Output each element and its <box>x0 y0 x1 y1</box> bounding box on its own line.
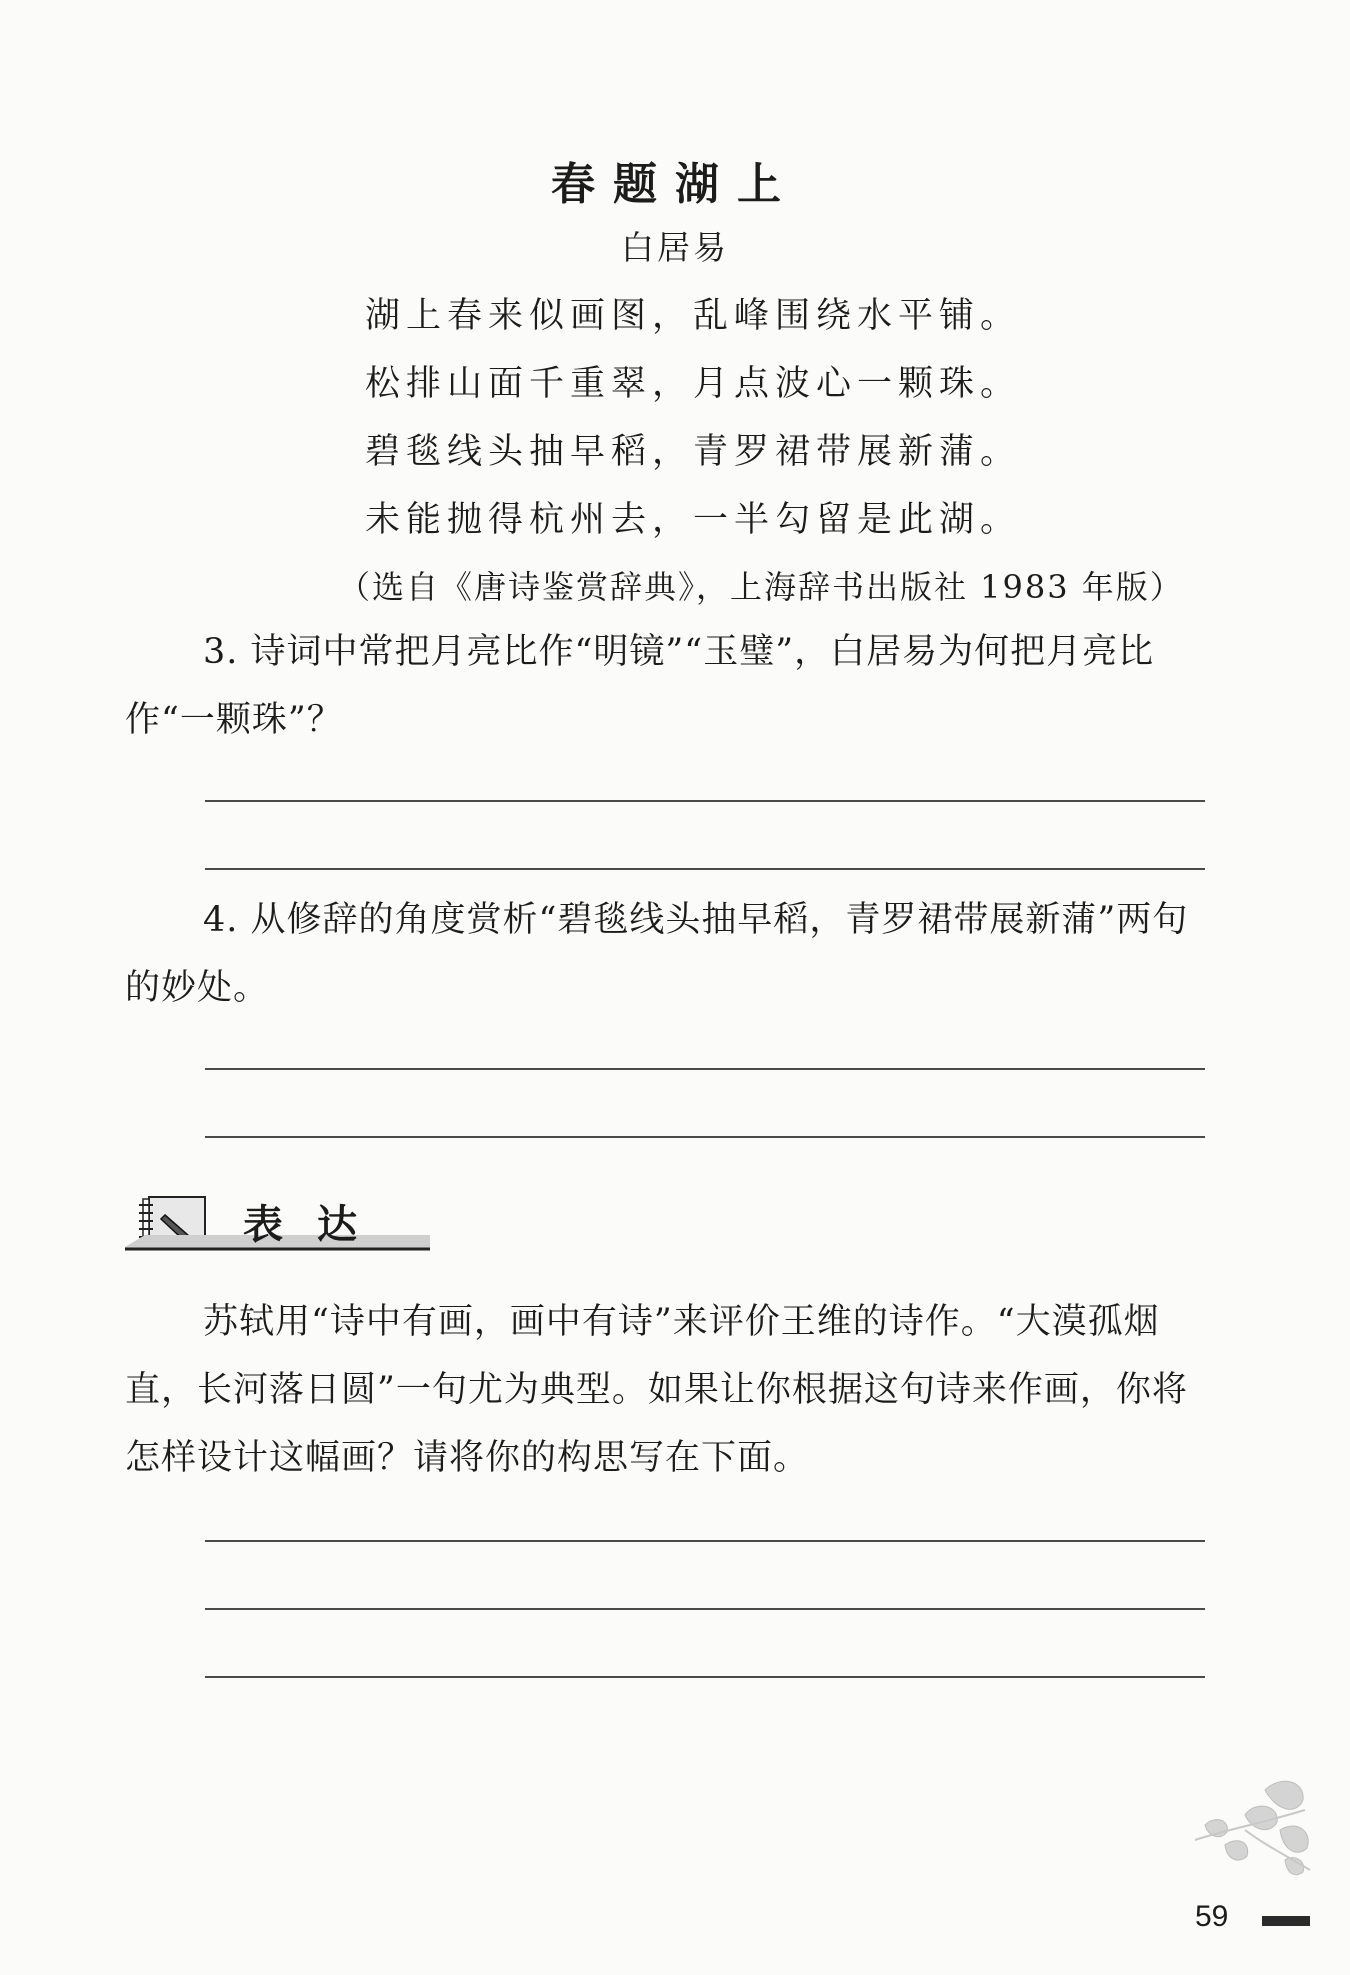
question-4: 4. 从修辞的角度赏析“碧毯线头抽早稻，青罗裙带展新蒲”两句的妙处。 <box>125 900 1189 1008</box>
answer-line-q4-2[interactable] <box>205 1136 1205 1138</box>
page-number: 59 <box>1195 1900 1229 1933</box>
section-title: 表达 <box>243 1201 391 1248</box>
answer-line-q3-2[interactable] <box>205 868 1205 870</box>
leaf-decoration-icon <box>1185 1770 1315 1890</box>
answer-line-expr-2[interactable] <box>205 1608 1205 1610</box>
poem-line-1: 湖上春来似画图，乱峰围绕水平铺。 <box>365 296 1022 336</box>
poem-author: 白居易 <box>621 228 729 267</box>
poem-source: （选自《唐诗鉴赏辞典》，上海辞书出版社 1983 年版） <box>338 568 1184 606</box>
section-header <box>125 1185 430 1255</box>
answer-line-q4-1[interactable] <box>205 1068 1205 1070</box>
poem-line-3: 碧毯线头抽早稻，青罗裙带展新蒲。 <box>365 432 1022 472</box>
poem-line-2: 松排山面千重翠，月点波心一颗珠。 <box>365 364 1022 404</box>
question-3: 3. 诗词中常把月亮比作“明镜”“玉璧”，白居易为何把月亮比作“一颗珠”？ <box>125 632 1155 740</box>
expression-prompt: 苏轼用“诗中有画，画中有诗”来评价王维的诗作。“大漠孤烟直，长河落日圆”一句尤为典型。如果让你根据这句诗来作画，你将怎样设计这幅画？请将你的构思写在下面。 <box>125 1302 1188 1478</box>
page-number-bar <box>1262 1916 1310 1926</box>
poem-line-4: 未能抛得杭州去，一半勾留是此湖。 <box>365 500 1022 540</box>
poem-title: 春题湖上 <box>551 159 799 210</box>
answer-line-expr-3[interactable] <box>205 1676 1205 1678</box>
answer-line-q3-1[interactable] <box>205 800 1205 802</box>
answer-line-expr-1[interactable] <box>205 1540 1205 1542</box>
